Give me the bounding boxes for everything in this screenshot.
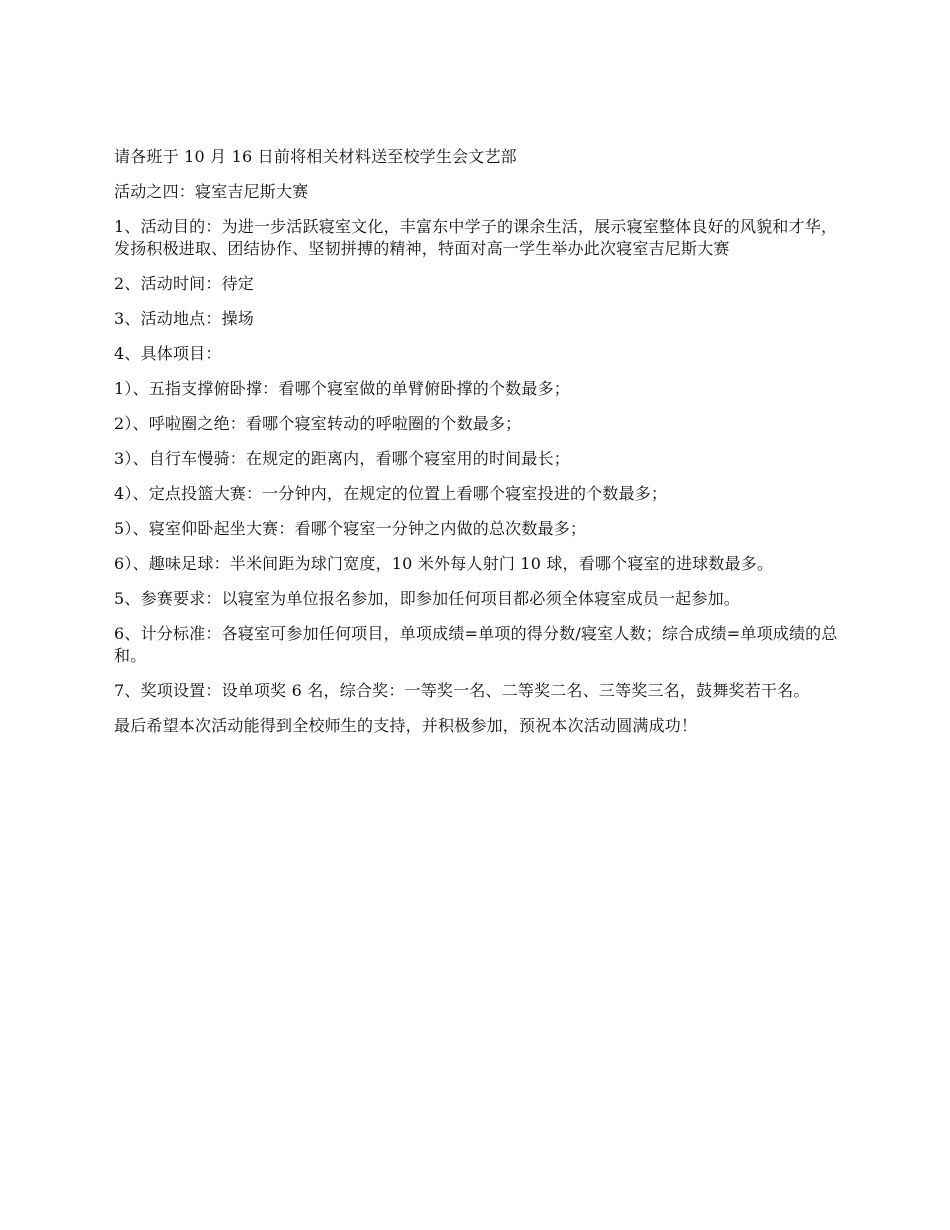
activity-heading: 活动之四：寝室吉尼斯大赛: [114, 182, 309, 201]
notice-deadline: 请各班于 10 月 16 日前将相关材料送至校学生会文艺部: [114, 147, 517, 166]
scoring-standard: 6、计分标准：各寝室可参加任何项目，单项成绩=单项的得分数/寝室人数；综合成绩=单项成绩的总和。: [114, 624, 838, 665]
awards-setup: 7、奖项设置：设单项奖 6 名，综合奖：一等奖一名、二等奖二名、三等奖三名，鼓舞奖若干名。: [114, 681, 810, 700]
item-football: 6）、趣味足球：半米间距为球门宽度，10 米外每人射门 10 球，看哪个寝室的进球数最多。: [114, 554, 774, 573]
item-slow-bike: 3）、自行车慢骑：在规定的距离内，看哪个寝室用的时间最长；: [114, 449, 570, 468]
item-hula-hoop: 2）、呼啦圈之绝：看哪个寝室转动的呼啦圈的个数最多；: [114, 414, 522, 433]
activity-location: 3、活动地点：操场: [114, 309, 254, 328]
activity-purpose: 1、活动目的：为进一步活跃寝室文化，丰富东中学子的课余生活，展示寝室整体良好的风貌和才华，发扬积极进取、团结协作、坚韧拼搏的精神，特面对高一学生举办此次寝室吉尼斯大赛: [114, 217, 838, 258]
items-heading: 4、具体项目：: [114, 344, 222, 363]
item-basketball: 4）、定点投篮大赛：一分钟内，在规定的位置上看哪个寝室投进的个数最多；: [114, 484, 668, 503]
activity-time: 2、活动时间：待定: [114, 274, 254, 293]
closing-remark: 最后希望本次活动能得到全校师生的支持，并积极参加，预祝本次活动圆满成功！: [114, 716, 698, 735]
item-pushups: 1）、五指支撑俯卧撑：看哪个寝室做的单臂俯卧撑的个数最多；: [114, 379, 570, 398]
document-body: [114, 146, 844, 750]
participation-requirements: 5、参赛要求：以寝室为单位报名参加，即参加任何项目都必须全体寝室成员一起参加。: [114, 589, 740, 608]
item-situps: 5）、寝室仰卧起坐大赛：看哪个寝室一分钟之内做的总次数最多；: [114, 519, 587, 538]
